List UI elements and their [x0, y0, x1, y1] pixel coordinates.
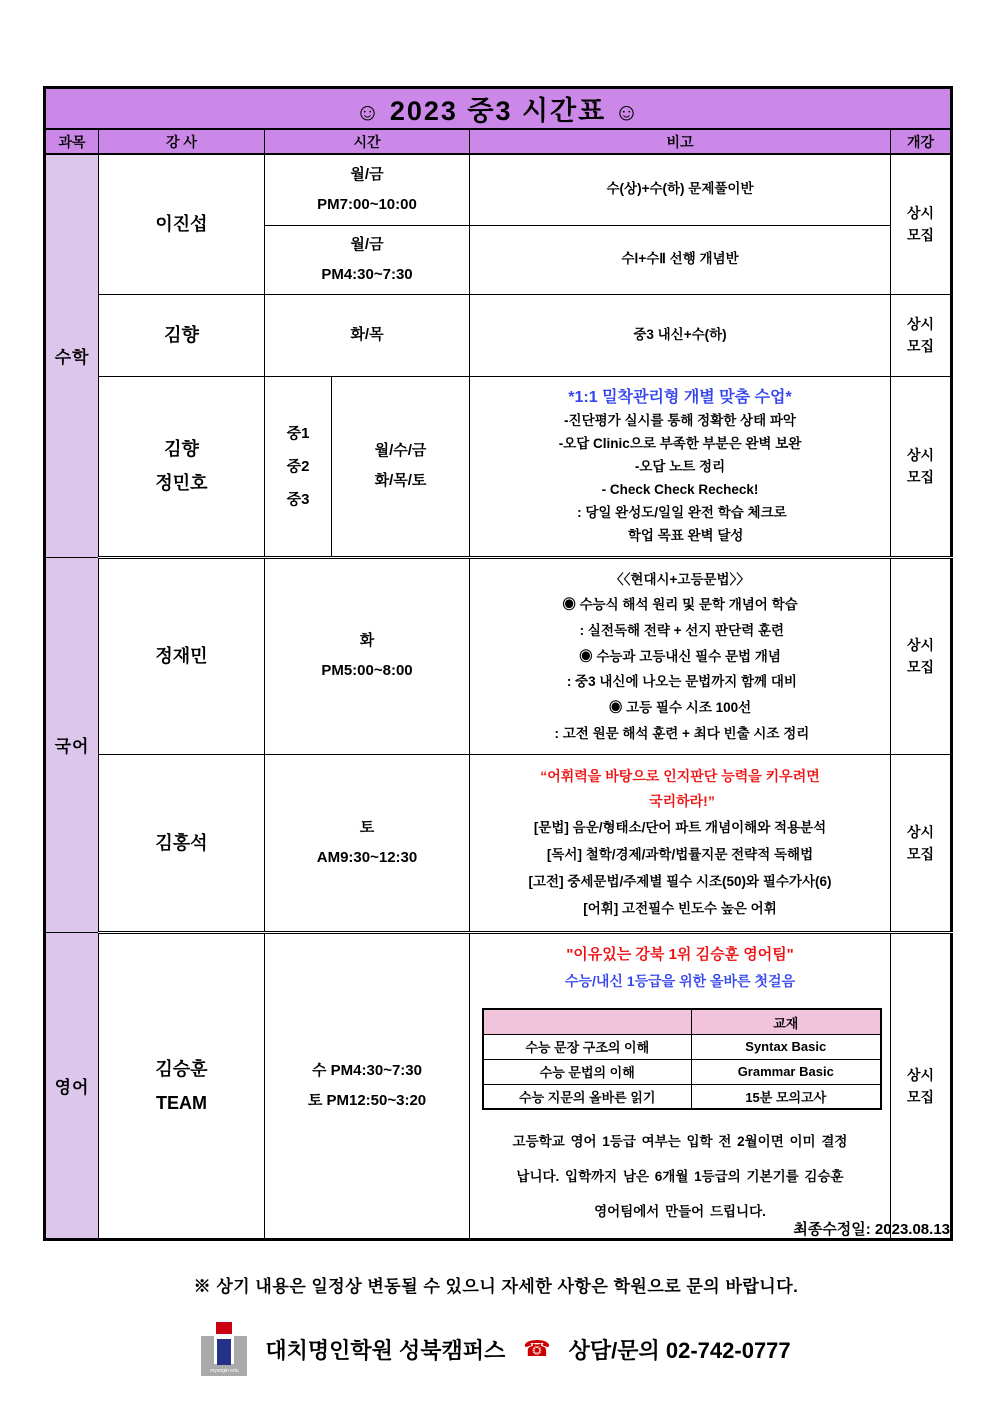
note-text: 납니다. 입학까지 남은 6개월 1등급의 기본기를 김승훈 — [516, 1169, 844, 1185]
recruit-line: 상시 — [906, 446, 935, 463]
recruit-status — [891, 933, 952, 1239]
time-cell — [265, 225, 470, 294]
note-text: - Check Check Recheck! — [601, 481, 759, 497]
teacher-name: 김홍석 — [99, 755, 265, 933]
recruit-line: 상시 — [906, 204, 935, 221]
table-row — [45, 755, 952, 933]
note-text: [문법] 음운/형태소/단어 파트 개념이해와 적용분석 — [533, 820, 827, 836]
recruit-line: 모집 — [906, 338, 935, 354]
class-hours: AM9:30~12:30 — [316, 849, 418, 867]
footer-notice: ※ 상기 내용은 일정상 변동될 수 있으니 자세한 사항은 학원으로 문의 바랍니다. — [193, 1277, 799, 1296]
note-text: ◉ 수능과 고등내신 필수 문법 개념 — [579, 648, 781, 664]
col-header-time: 시간 — [265, 129, 470, 154]
grade-levels — [265, 376, 332, 557]
teacher-name-line: TEAM — [156, 1092, 207, 1113]
teacher-name — [99, 933, 265, 1239]
academy-logo-icon — [201, 1322, 247, 1376]
note-text: 〈〈현대시+고등문법〉〉 — [610, 571, 750, 587]
col-header-teacher: 강 사 — [99, 129, 265, 154]
teacher-name-line: 김향 — [164, 438, 199, 459]
teacher-name: 김향 — [99, 294, 265, 376]
note-cell — [470, 755, 891, 933]
class-hours: 토 PM12:50~3:20 — [307, 1091, 427, 1109]
textbook-table — [482, 1008, 882, 1110]
grade-line: 중2 — [286, 457, 310, 475]
table-row — [45, 294, 952, 376]
note-quote: “어휘력을 바탕으로 인지판단 능력을 키우려면 — [540, 768, 820, 785]
teacher-name-line: 김승훈 — [155, 1058, 208, 1079]
recruit-line: 모집 — [906, 659, 935, 676]
class-hours: PM4:30~7:30 — [321, 265, 413, 283]
time-cell — [265, 557, 470, 754]
note-text: 수Ⅰ+수Ⅱ 선행 개념반 — [621, 251, 739, 267]
recruit-line: 모집 — [906, 846, 935, 863]
note-text: : 당일 완성도/일일 완전 학습 체크로 — [573, 504, 787, 520]
subject-label-math: 수학 — [45, 154, 99, 557]
class-days: 화/목/토 — [374, 472, 427, 490]
note-text: 영어팀에서 만들어 드립니다. — [594, 1204, 766, 1220]
col-header-subject: 과목 — [45, 129, 99, 154]
note-heading: *1:1 밀착관리형 개별 맞춤 수업* — [568, 388, 792, 406]
textbook-topic: 수능 문법의 이해 — [483, 1059, 691, 1084]
title-row — [45, 88, 952, 130]
teacher-name: 정재민 — [99, 557, 265, 754]
table-row — [45, 376, 952, 557]
class-days: 토 — [359, 819, 375, 837]
recruit-line: 상시 — [906, 1066, 935, 1083]
note-text: ◉ 고등 필수 시조 100선 — [608, 699, 752, 715]
recruit-status — [891, 376, 952, 557]
time-cell — [332, 376, 470, 557]
textbook-topic: 수능 지문의 올바른 읽기 — [483, 1084, 691, 1109]
recruit-line: 모집 — [906, 1088, 935, 1105]
timetable-table — [43, 86, 953, 1241]
note-text: ◉ 수능식 해석 원리 및 문학 개념어 학습 — [562, 597, 798, 613]
note-quote: 국리하라!” — [645, 793, 715, 810]
time-cell — [265, 933, 470, 1239]
smiley-icon: ☺ — [355, 99, 382, 126]
note-cell — [470, 154, 891, 225]
note-subheadline: 수능/내신 1등급을 위한 올바른 첫걸음 — [564, 972, 796, 989]
recruit-status — [891, 294, 952, 376]
note-text: 학업 목표 완벽 달성 — [616, 527, 744, 543]
teacher-name — [99, 376, 265, 557]
table-row — [45, 154, 952, 225]
recruit-status — [891, 154, 952, 294]
note-cell — [470, 376, 891, 557]
textbook-name: Grammar Basic — [691, 1059, 881, 1084]
academy-name: 대치명인학원 성북캠퍼스 — [265, 1337, 506, 1363]
note-text: : 고전 원문 해석 훈련 + 최다 빈출 시조 정리 — [550, 725, 810, 741]
note-cell — [470, 933, 891, 1239]
page-title — [45, 88, 952, 130]
note-text: : 실전독해 전략 + 선지 판단력 훈련 — [575, 623, 785, 638]
last-updated-date: 최종수정일: 2023.08.13 — [793, 1221, 950, 1238]
note-headline: "이유있는 강북 1위 김승훈 영어팀" — [566, 946, 794, 964]
textbook-name: Syntax Basic — [691, 1034, 881, 1059]
note-text: : 중3 내신에 나오는 문법까지 함께 대비 — [563, 674, 797, 690]
textbook-row — [483, 1059, 881, 1084]
recruit-line: 상시 — [906, 315, 935, 332]
textbook-row — [483, 1034, 881, 1059]
textbook-header-empty — [483, 1009, 691, 1034]
class-hours: PM5:00~8:00 — [321, 662, 413, 680]
textbook-topic: 수능 문장 구조의 이해 — [483, 1034, 691, 1059]
textbook-header-row — [483, 1009, 881, 1034]
table-row — [45, 557, 952, 754]
subject-label-korean: 국어 — [45, 557, 99, 932]
col-header-open: 개강 — [891, 129, 952, 154]
note-cell — [470, 294, 891, 376]
column-header-row — [45, 129, 952, 154]
class-days: 월/금 — [350, 165, 384, 183]
grade-line: 중3 — [286, 490, 310, 508]
table-row — [45, 933, 952, 1239]
time-cell: 화/목 — [265, 294, 470, 376]
note-text: [고전] 중세문법/주제별 필수 시조(50)와 필수가사(6) — [528, 874, 832, 890]
page-title-text: 2023 중3 시간표 — [389, 96, 607, 126]
recruit-status — [891, 557, 952, 754]
note-text: 수(상)+수(하) 문제풀이반 — [606, 181, 754, 197]
recruit-line: 상시 — [906, 637, 935, 654]
note-text: 고등학교 영어 1등급 여부는 입학 전 2월이면 이미 결정 — [512, 1134, 848, 1150]
subject-label-english: 영어 — [45, 933, 99, 1239]
logo-blue-bar — [217, 1339, 231, 1365]
note-text: -오답 Clinic으로 부족한 부분은 완벽 보완 — [558, 436, 802, 452]
note-text: [어휘] 고전필수 빈도수 높은 어휘 — [583, 901, 777, 917]
academy-info-row — [0, 1322, 992, 1376]
phone-icon: ☎ — [523, 1336, 551, 1361]
note-text: [독서] 철학/경제/과학/법률지문 전략적 독해법 — [546, 847, 814, 863]
teacher-name-line: 정민호 — [155, 473, 208, 494]
academy-contact: 상담/문의 02-742-0777 — [568, 1337, 791, 1363]
textbook-row — [483, 1084, 881, 1109]
note-paragraph — [480, 1124, 880, 1229]
class-days: 월/금 — [350, 235, 384, 253]
class-hours: 수 PM4:30~7:30 — [312, 1061, 422, 1079]
class-hours: PM7:00~10:00 — [317, 195, 417, 213]
note-cell — [470, 557, 891, 754]
logo-caption: myungin edu — [210, 1368, 239, 1374]
smiley-icon: ☺ — [614, 99, 641, 126]
time-cell — [265, 154, 470, 225]
class-days: 월/수/금 — [374, 442, 427, 460]
recruit-line: 모집 — [906, 469, 935, 486]
col-header-note: 비고 — [470, 129, 891, 154]
textbook-name: 15분 모의고사 — [691, 1084, 881, 1109]
class-days: 화 — [359, 632, 375, 650]
grade-line: 중1 — [286, 424, 310, 442]
textbook-header-label: 교재 — [691, 1009, 881, 1034]
note-text: -진단평가 실시를 통해 정확한 상태 파악 — [564, 413, 796, 429]
note-text: -오답 노트 정리 — [634, 458, 726, 474]
recruit-status — [891, 755, 952, 933]
recruit-line: 상시 — [906, 823, 935, 840]
note-cell — [470, 225, 891, 294]
teacher-name: 이진섭 — [99, 154, 265, 294]
time-cell — [265, 755, 470, 933]
recruit-line: 모집 — [906, 227, 935, 244]
note-text: 중3 내신+수(하) — [633, 326, 727, 342]
